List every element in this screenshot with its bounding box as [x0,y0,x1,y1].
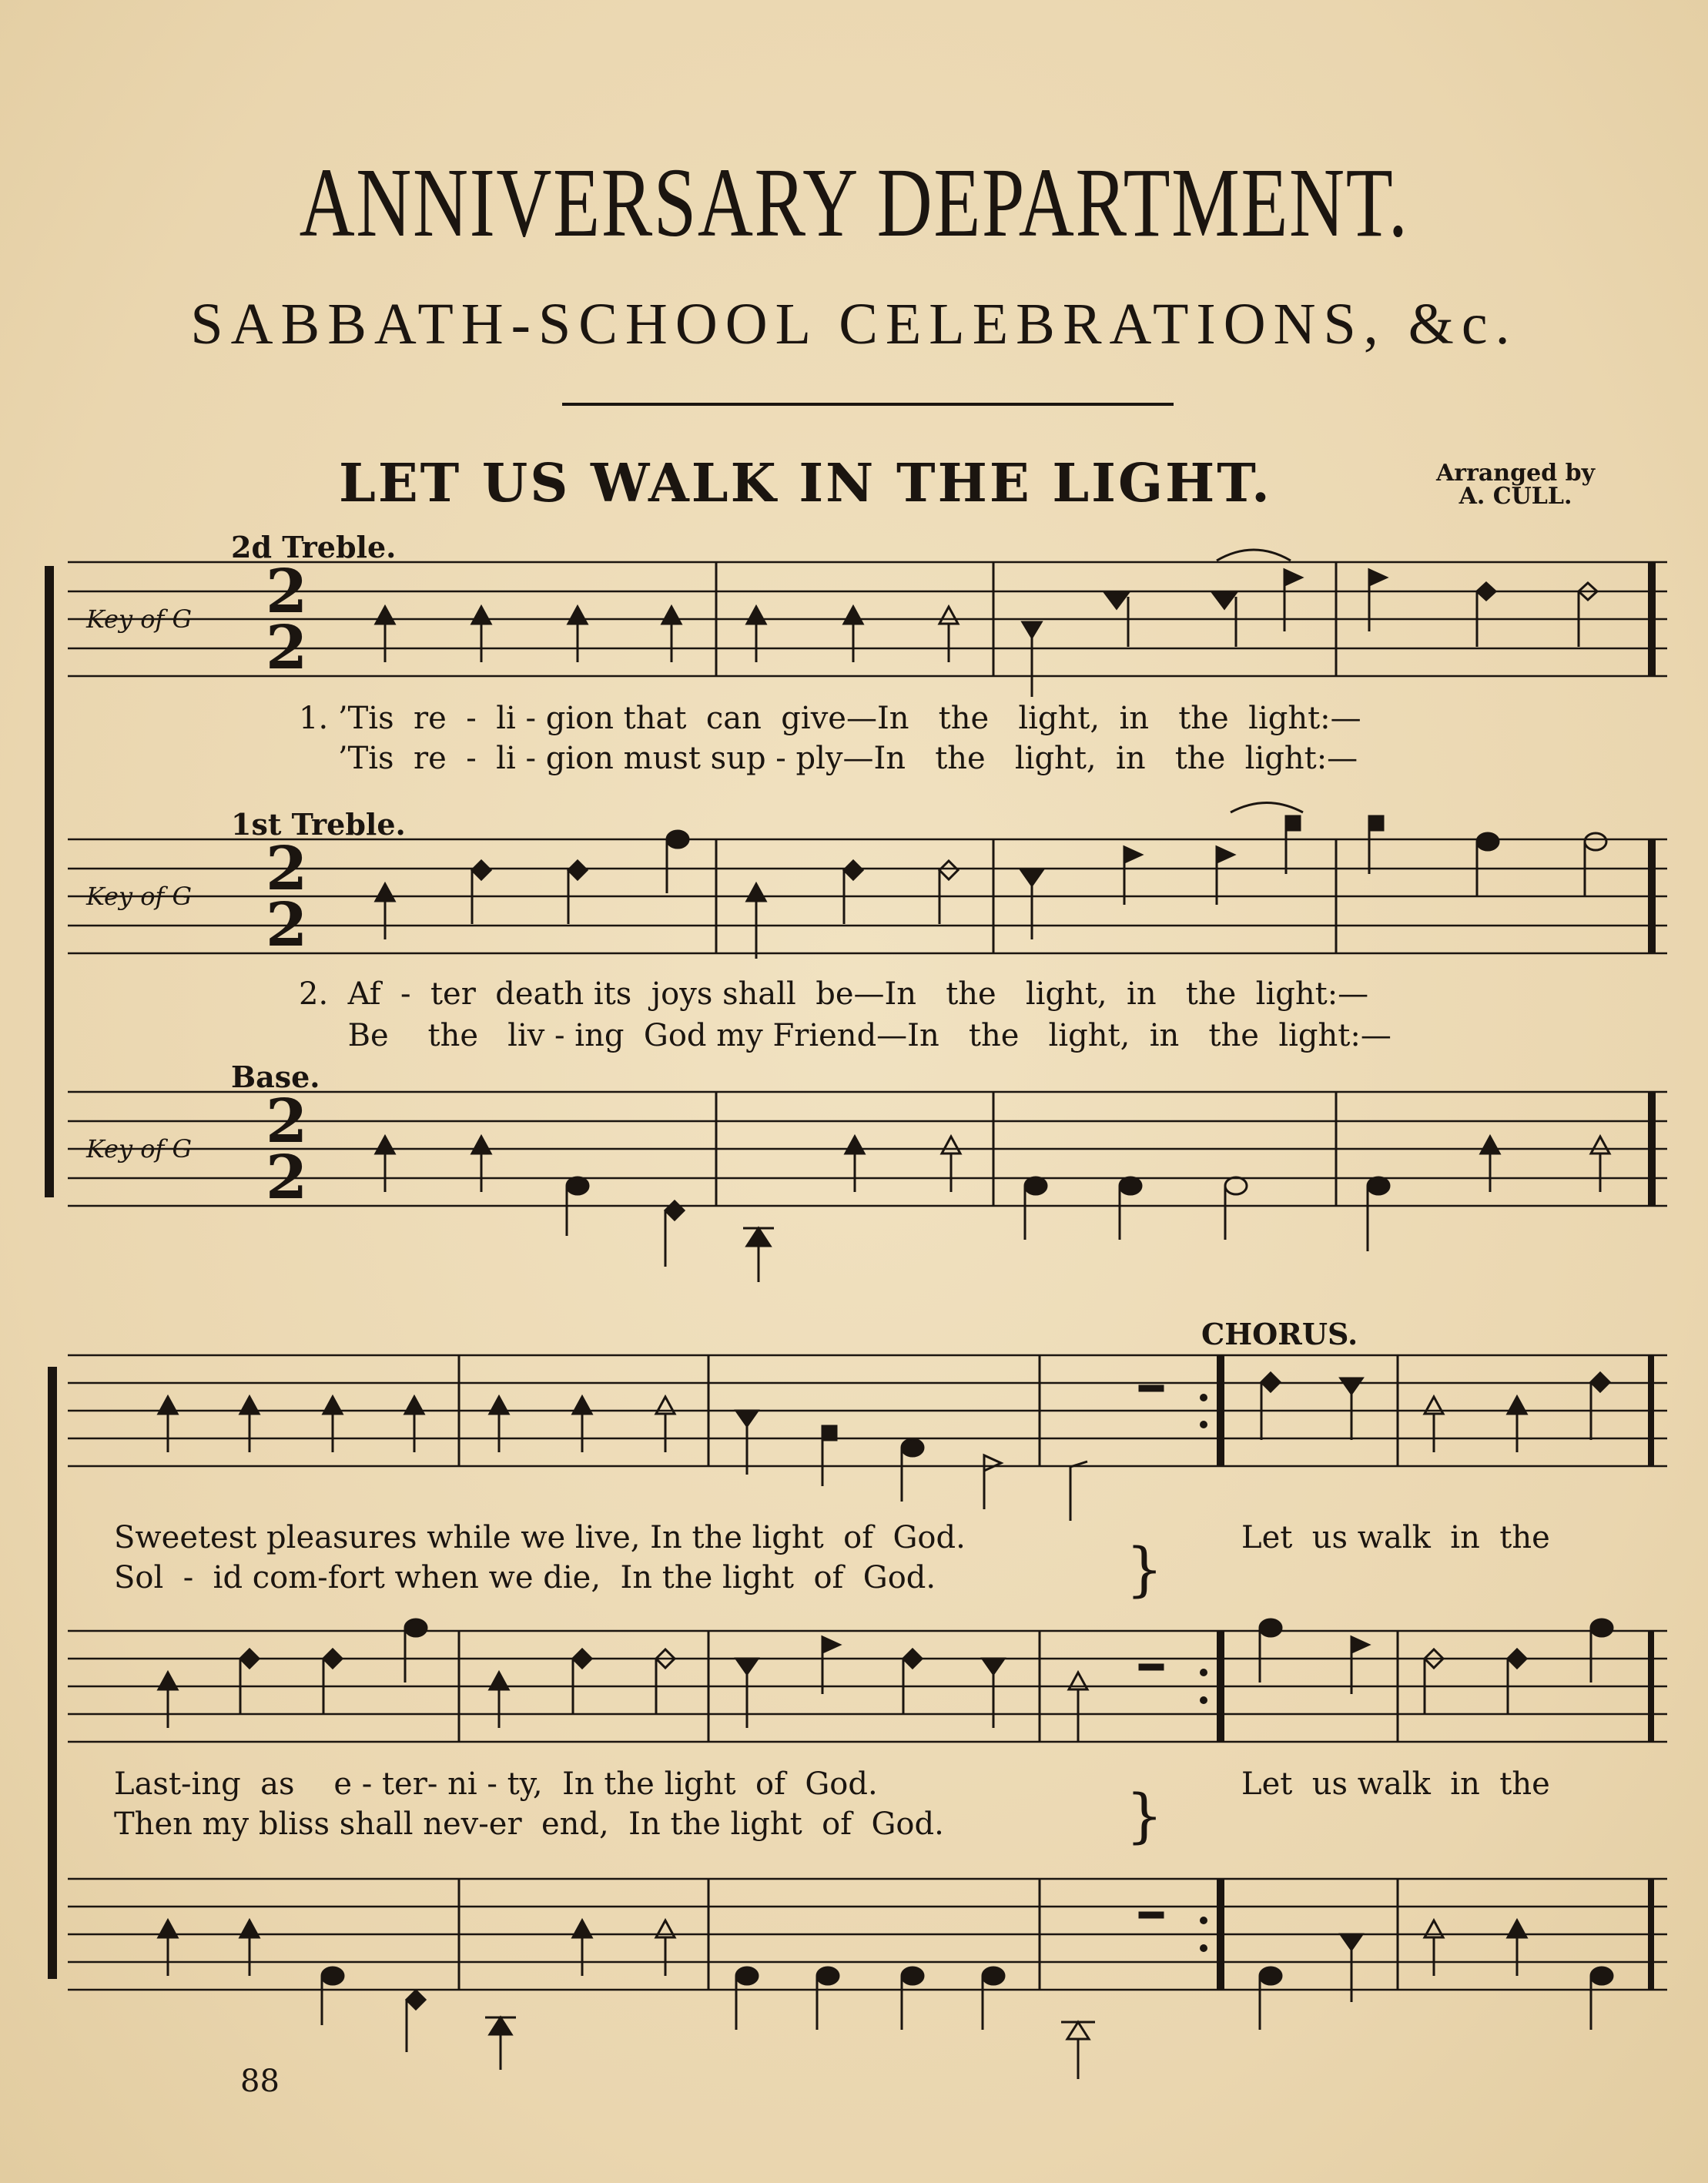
svg-text:}: } [1126,1535,1164,1603]
notes-system-2-lower [159,1913,1613,2079]
notes-system-2-middle [159,1619,1613,1742]
end-bars-system-1 [1648,562,1656,1206]
page-number: 88 [240,2064,280,2099]
barlines-system-2 [459,1355,1398,1990]
verse-1-line-2: ’Tis re - li - gion must sup - ply—In the light, in the light:— [299,741,1358,776]
svg-text:}: } [1126,1781,1164,1850]
song-title: LET US WALK IN THE LIGHT. [339,453,1272,514]
lyric-braces [1126,1535,1163,1850]
verse-1-line-1: 1. ’Tis re - li - gion that can give—In the light, in the light:— [299,701,1361,736]
timesig-bottom: 2 [266,613,308,683]
department-heading: ANNIVERSARY DEPARTMENT. [299,148,1409,257]
part-label-base: Base. [231,1060,320,1094]
arranger-name: A. CULL. [1458,483,1572,510]
time-signatures [266,557,307,1213]
chorus-lyric-b: Let us walk in the [1241,1766,1550,1802]
part-label-2d-treble: 2d Treble. [231,530,397,564]
barlines-system-1 [716,562,1336,1206]
timesig-bottom: 2 [266,1143,308,1213]
timesig-top: 2 [266,557,308,627]
part-label-1st-treble: 1st Treble. [231,807,406,842]
key-label-base: Key of G [86,1134,193,1163]
staff-system-2-middle [68,1631,1667,1742]
timesig-top: 2 [266,1086,308,1157]
key-label-1st-treble: Key of G [86,882,193,911]
arranger-label: Arranged by [1435,460,1596,487]
chorus-lyric-a: Let us walk in the [1241,1520,1550,1555]
system-1-bracket [45,566,54,1197]
key-labels [85,604,192,1163]
staff-1st-treble [68,839,1667,953]
repeat-bars-system-2 [1200,1355,1654,1990]
system-2-bracket [48,1367,57,1979]
notes-1st-treble [376,803,1606,959]
verse-2-line-2: Be the liv - ing God my Friend—In the light, in the light:— [299,1018,1392,1053]
chorus-label: CHORUS. [1201,1317,1358,1351]
section-subheading: SABBATH-SCHOOL CELEBRATIONS, &c. [190,292,1518,357]
timesig-top: 2 [266,834,308,904]
verse-lyric-b-line-1: Last-ing as e - ter- ni - ty, In the light of God. [114,1766,878,1802]
staff-base [68,1092,1667,1206]
staff-2d-treble [68,562,1667,676]
notes-2d-treble [376,550,1597,697]
verse-lyric-b-line-2: Then my bliss shall nev-er end, In the light of God. [114,1806,944,1842]
timesig-bottom: 2 [266,890,308,960]
verse-lyric-a-line-1: Sweetest pleasures while we live, In the light of God. [114,1520,966,1555]
verse-lyric-a-line-2: Sol - id com-fort when we die, In the light of God. [114,1560,936,1595]
verse-2-line-1: 2. Af - ter death its joys shall be—In the light, in the light:— [299,976,1369,1012]
key-label-2d-treble: Key of G [86,604,193,634]
notes-system-2-upper [159,1373,1609,1521]
